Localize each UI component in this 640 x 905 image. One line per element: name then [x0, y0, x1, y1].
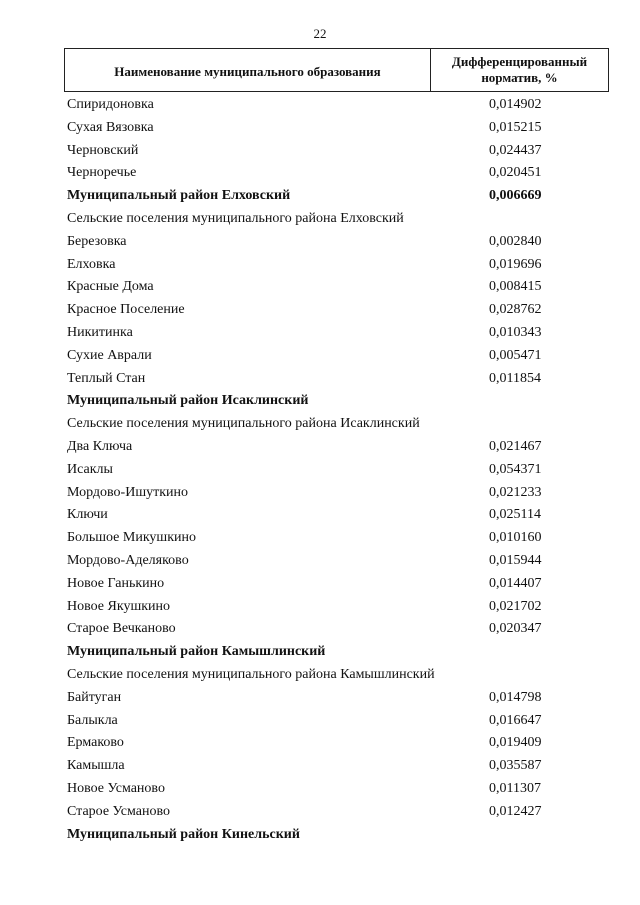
row-value: 0,006669 [489, 188, 542, 204]
table-row [0, 801, 640, 824]
table-row [0, 345, 640, 368]
table-row [0, 117, 640, 140]
table-row [0, 231, 640, 254]
row-value: 0,002840 [489, 233, 542, 249]
row-name: Муниципальный район Исаклинский [67, 393, 309, 409]
row-value: 0,028762 [489, 302, 542, 318]
table-row [0, 94, 640, 117]
table-row [0, 824, 640, 847]
row-name: Мордово-Аделяково [67, 552, 189, 568]
table-body [0, 94, 640, 846]
row-value: 0,010343 [489, 324, 542, 340]
header-value-line2: норматив, % [481, 70, 558, 85]
table-row [0, 390, 640, 413]
row-value: 0,010160 [489, 530, 542, 546]
row-value: 0,025114 [489, 507, 541, 523]
row-name: Байтуган [67, 689, 122, 705]
table-row [0, 550, 640, 573]
row-name: Ермаково [67, 735, 124, 751]
table-row [0, 436, 640, 459]
row-name: Сельские поселения муниципального района Елховский [67, 210, 404, 226]
row-name: Муниципальный район Елховский [67, 188, 291, 204]
row-name: Черноречье [67, 165, 137, 181]
row-name: Сельские поселения муниципального района Камышлинский [67, 666, 435, 682]
row-value: 0,035587 [489, 758, 542, 774]
row-name: Березовка [67, 233, 127, 249]
row-value: 0,008415 [489, 279, 542, 295]
row-name: Никитинка [67, 324, 133, 340]
table-row [0, 299, 640, 322]
row-name: Новое Якушкино [67, 598, 171, 614]
table-header [64, 48, 609, 92]
table-row [0, 778, 640, 801]
row-name: Балыкла [67, 712, 118, 728]
row-value: 0,021233 [489, 484, 542, 500]
row-value: 0,015215 [489, 119, 542, 135]
table-row [0, 573, 640, 596]
row-name: Исаклы [67, 461, 113, 477]
table-row [0, 482, 640, 505]
row-name: Красные Дома [67, 279, 154, 295]
table-row [0, 208, 640, 231]
row-name: Сельские поселения муниципального района Исаклинский [67, 416, 420, 432]
row-value: 0,011854 [489, 370, 541, 386]
table-row [0, 664, 640, 687]
row-value: 0,021467 [489, 438, 542, 454]
row-value: 0,015944 [489, 552, 542, 568]
row-name: Спиридоновка [67, 97, 154, 112]
row-name: Муниципальный район Кинельский [67, 826, 300, 842]
row-name: Два Ключа [67, 438, 133, 454]
row-name: Новое Усманово [67, 780, 165, 796]
row-name: Ключи [67, 507, 108, 523]
table-row [0, 368, 640, 391]
row-value: 0,020347 [489, 621, 542, 637]
row-value: 0,016647 [489, 712, 542, 728]
row-name: Камышла [67, 758, 125, 774]
table-row [0, 185, 640, 208]
row-name: Красное Поселение [67, 302, 185, 318]
row-name: Муниципальный район Камышлинский [67, 644, 326, 660]
row-name: Теплый Стан [67, 370, 146, 386]
table-row [0, 687, 640, 710]
row-value: 0,014902 [489, 97, 542, 112]
table-row [0, 413, 640, 436]
header-value-column [431, 49, 608, 91]
table-row [0, 618, 640, 641]
table-row [0, 641, 640, 664]
row-name: Елховка [67, 256, 116, 272]
row-value: 0,019696 [489, 256, 542, 272]
row-value: 0,014798 [489, 689, 542, 705]
table-row [0, 140, 640, 163]
table-row [0, 459, 640, 482]
row-name: Сухая Вязовка [67, 119, 154, 135]
row-name: Старое Вечканово [67, 621, 176, 637]
table-row [0, 322, 640, 345]
row-name: Большое Микушкино [67, 530, 197, 546]
row-value: 0,054371 [489, 461, 542, 477]
table-row [0, 710, 640, 733]
row-value: 0,021702 [489, 598, 542, 614]
table-row [0, 162, 640, 185]
table-row [0, 254, 640, 277]
row-value: 0,011307 [489, 780, 541, 796]
table-row [0, 755, 640, 778]
row-name: Старое Усманово [67, 803, 170, 819]
header-value-line1: Дифференцированный [451, 54, 588, 69]
header-name-column: Наименование муниципального образования [65, 49, 431, 91]
table-row [0, 596, 640, 619]
table-row [0, 276, 640, 299]
row-value: 0,020451 [489, 165, 542, 181]
row-name: Сухие Аврали [67, 347, 152, 363]
table-row [0, 504, 640, 527]
table-row [0, 527, 640, 550]
row-value: 0,012427 [489, 803, 542, 819]
row-name: Черновский [67, 142, 139, 158]
row-value: 0,005471 [489, 347, 542, 363]
row-value: 0,014407 [489, 575, 542, 591]
row-name: Новое Ганькино [67, 575, 165, 591]
table-row [0, 732, 640, 755]
row-name: Мордово-Ишуткино [67, 484, 189, 500]
row-value: 0,024437 [489, 142, 542, 158]
row-value: 0,019409 [489, 735, 542, 751]
page-number: 22 [313, 26, 327, 41]
